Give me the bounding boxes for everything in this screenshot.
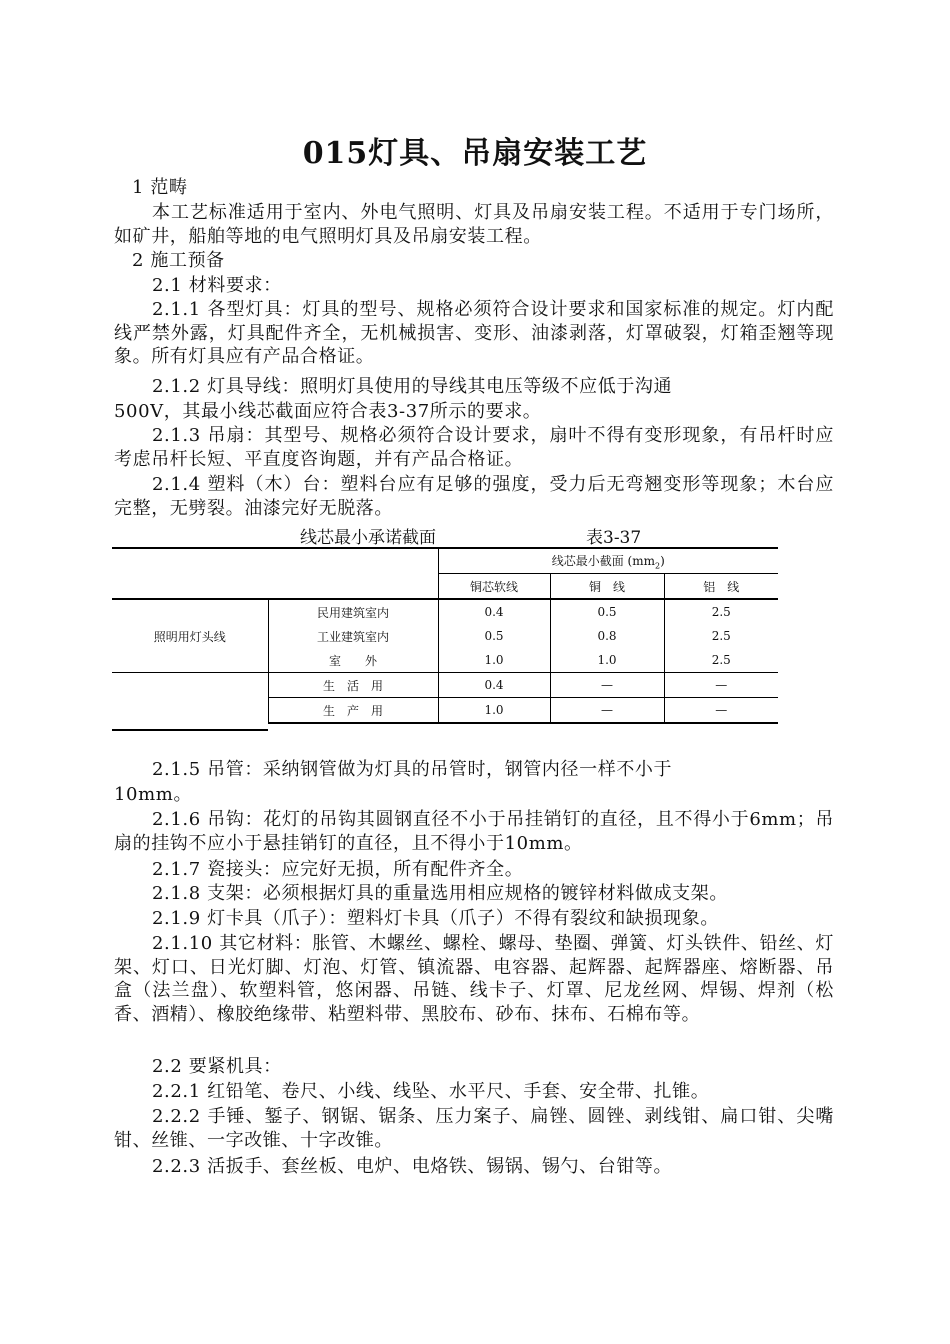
table-group-header: 线芯最小截面 $(mm_2)$ <box>438 548 778 574</box>
column-header: 铝 线 <box>664 574 778 600</box>
section-2-2-heading: 2.2 要紧机具： <box>152 1056 282 1077</box>
table-cell: 2.5 <box>664 599 778 624</box>
paragraph-2-1-5-line2: 10mm。 <box>114 784 193 805</box>
table-cell: 0.5 <box>438 624 550 648</box>
row-label: 生 活 用 <box>268 673 438 698</box>
table-cell: — <box>664 673 778 698</box>
paragraph-2-2-1: 2.2.1 红铅笔、卷尺、小线、线坠、水平尺、手套、安全带、扎锥。 <box>152 1081 710 1102</box>
table-cell: — <box>550 673 664 698</box>
table-cell: 0.4 <box>438 673 550 698</box>
paragraph-2-1-4: 2.1.4 塑料（木）台：塑料台应有足够的强度，受力后无弯翘变形等现象；木台应完整，无劈裂。油漆完好无脱落。 <box>114 474 834 519</box>
paragraph-2-1-10: 2.1.10 其它材料：胀管、木螺丝、螺栓、螺母、垫圈、弹簧、灯头铁件、铅丝、灯架、灯口、日光灯脚、灯泡、灯管、镇流器、电容器、起辉器、起辉器座、熔断器、吊盒（法兰盘）、软塑料管，悠闲器、吊链、线卡子、灯罩、尼龙丝网、焊锡、焊剂（松香、酒精）、橡胶绝缘带、粘塑料带、黑胶布、砂布、抹布、石棉布等。 <box>114 933 834 1025</box>
table-row <box>112 599 778 624</box>
table-number: 表3-37 <box>586 528 642 548</box>
row-label: 工业建筑室内 <box>268 624 438 648</box>
page-title: 015灯具、吊扇安装工艺 <box>302 136 648 171</box>
table-cell: 1.0 <box>438 648 550 673</box>
paragraph-2-1-7: 2.1.7 瓷接头：应完好无损，所有配件齐全。 <box>152 859 524 880</box>
section-1-text: 本工艺标准适用于室内、外电气照明、灯具及吊扇安装工程。不适用于专门场所，如矿井，船舶等地的电气照明灯具及吊扇安装工程。 <box>114 202 834 247</box>
table-cell: — <box>664 698 778 724</box>
table-cell: 2.5 <box>664 624 778 648</box>
paragraph-2-1-3: 2.1.3 吊扇：其型号、规格必须符合设计要求，扇叶不得有变形现象，有吊杆时应考虑吊杆长短、平直度咨询题，并有产品合格证。 <box>114 425 834 470</box>
row-label: 民用建筑室内 <box>268 599 438 624</box>
table-cell: 2.5 <box>664 648 778 673</box>
paragraph-2-1-6: 2.1.6 吊钩：花灯的吊钩其圆钢直径不小于吊挂销钉的直径，且不得小于6mm；吊扇的挂钩不应小于悬挂销钉的直径，且不得小于10mm。 <box>114 809 834 854</box>
table-cell: — <box>550 698 664 724</box>
table-cell: 0.5 <box>550 599 664 624</box>
section-2-1-heading: 2.1 材料要求： <box>152 275 282 296</box>
paragraph-2-2-2: 2.2.2 手锤、錾子、钢锯、锯条、压力案子、扁锉、圆锉、剥线钳、扁口钳、尖嘴钳、丝锥、一字改锥、十字改锥。 <box>114 1106 834 1151</box>
paragraph-2-2-3: 2.2.3 活扳手、套丝板、电炉、电烙铁、锡锅、锡勺、台钳等。 <box>152 1156 673 1177</box>
paragraph-2-1-1: 2.1.1 各型灯具：灯具的型号、规格必须符合设计要求和国家标准的规定。灯内配线严禁外露，灯具配件齐全，无机械损害、变形、油漆剥落，灯罩破裂，灯箱歪翘等现象。所有灯具应有产品合格证。 <box>114 299 834 367</box>
paragraph-2-1-9: 2.1.9 灯卡具（爪子）：塑料灯卡具（爪子）不得有裂纹和缺损现象。 <box>152 908 719 929</box>
paragraph-2-1-8: 2.1.8 支架：必须根据灯具的重量选用相应规格的镀锌材料做成支架。 <box>152 883 728 904</box>
table-cell: 1.0 <box>550 648 664 673</box>
column-header: 铜芯软线 <box>438 574 550 600</box>
empty-group-cell <box>112 673 268 724</box>
table-caption: 线芯最小承诺截面 <box>300 528 436 548</box>
table-cell: 0.8 <box>550 624 664 648</box>
row-group-label: 照明用灯头线 <box>112 599 268 673</box>
paragraph-2-1-5-line1: 2.1.5 吊管：采纳钢管做为灯具的吊管时，钢管内径一样不小于 <box>152 759 673 780</box>
table-cell: 1.0 <box>438 698 550 724</box>
table-row <box>112 673 778 698</box>
table-corner-cell <box>112 548 438 599</box>
paragraph-2-1-2-line1: 2.1.2 灯具导线：照明灯具使用的导线其电压等级不应低于沟通 <box>152 376 673 397</box>
table-cell: 0.4 <box>438 599 550 624</box>
row-label: 生 产 用 <box>268 698 438 724</box>
column-header: 铜 线 <box>550 574 664 600</box>
section-2-heading: 2 施工预备 <box>132 250 225 271</box>
section-1-heading: 1 范畴 <box>132 177 188 198</box>
table-bottom-rule <box>112 729 268 731</box>
paragraph-2-1-2-line2: 500V，其最小线芯截面应符合表3-37所示的要求。 <box>114 401 542 422</box>
min-wire-section-table <box>112 547 778 724</box>
row-label: 室 外 <box>268 648 438 673</box>
